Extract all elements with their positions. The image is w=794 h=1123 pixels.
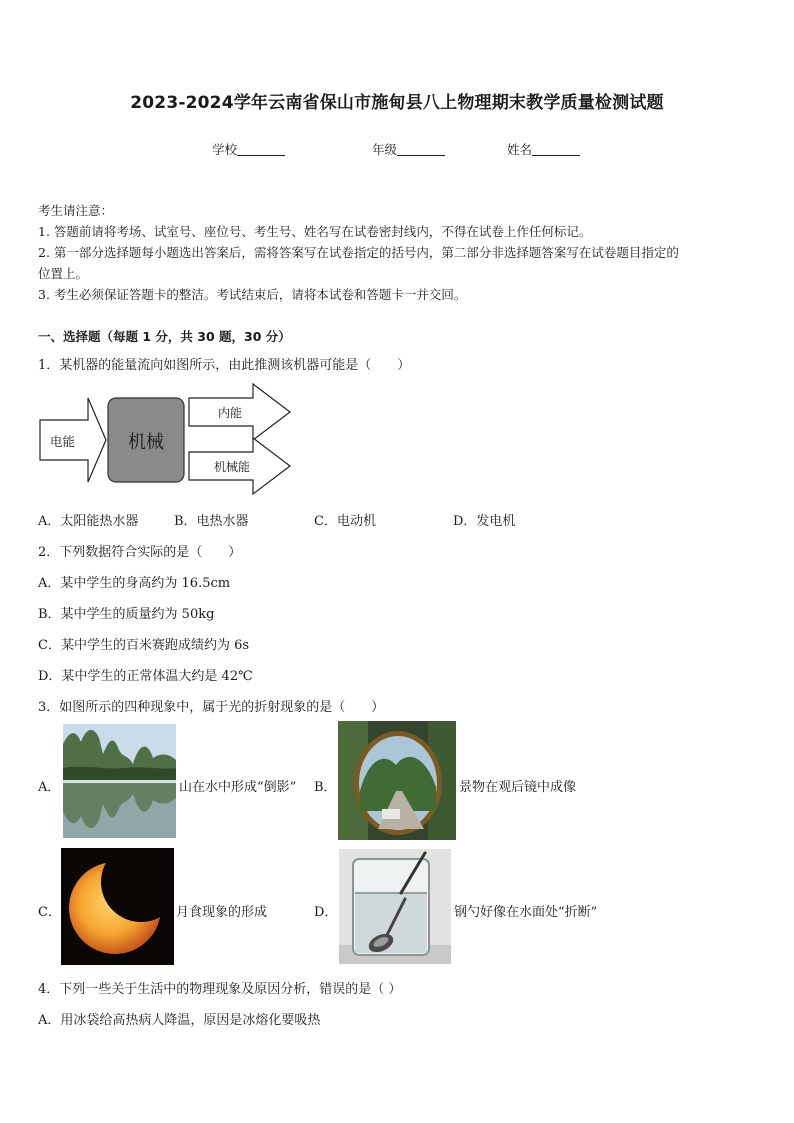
name-blank[interactable] (532, 143, 580, 156)
q1-option-c[interactable]: C．电动机 (314, 514, 376, 529)
q3-option-a-text[interactable]: 山在水中形成“倒影” (179, 780, 297, 795)
section-heading: 一、选择题（每题 1 分，共 30 题，30 分） (38, 329, 291, 344)
name-field (507, 140, 580, 158)
diagram-input-label: 电能 (50, 434, 76, 449)
q3-option-b-letter[interactable]: B． (314, 780, 337, 795)
mountain-reflection-image (63, 724, 176, 838)
q1-option-b[interactable]: B．电热水器 (174, 514, 249, 529)
diagram-output-2: 机械能 (214, 460, 251, 474)
notice-heading: 考生请注意： (38, 203, 114, 218)
q2-option-d[interactable]: D．某中学生的正常体温大约是 42℃ (38, 669, 253, 684)
q3-option-c-text[interactable]: 月食现象的形成 (176, 905, 268, 920)
school-field (212, 140, 285, 158)
notice-item: 2. 第一部分选择题每小题选出答案后，需将答案写在试卷指定的括号内，第二部分非选择题答案写在试卷题目指定的 (38, 245, 679, 260)
q3-option-c-letter[interactable]: C． (38, 905, 61, 920)
grade-blank[interactable] (397, 143, 445, 156)
grade-label: 年级 (372, 142, 398, 157)
q3-option-a-letter[interactable]: A． (38, 780, 61, 795)
diagram-output-1: 内能 (218, 406, 243, 420)
q3-option-d-text[interactable]: 钢勺好像在水面处“折断” (454, 905, 598, 920)
q1-option-d[interactable]: D．发电机 (453, 514, 516, 529)
q2-option-a[interactable]: A．某中学生的身高约为 16.5cm (38, 576, 231, 591)
exam-title: 2023-2024学年云南省保山市施甸县八上物理期末教学质量检测试题 (130, 93, 664, 113)
school-blank[interactable] (237, 143, 285, 156)
rearview-mirror-image (338, 721, 456, 840)
energy-flow-diagram (38, 382, 298, 498)
school-label: 学校 (212, 142, 238, 157)
spoon-in-glass-image (339, 849, 451, 964)
eclipse-image (61, 848, 174, 965)
q2-stem: 2．下列数据符合实际的是（ ） (38, 545, 242, 560)
q2-option-c[interactable]: C．某中学生的百米赛跑成绩约为 6s (38, 638, 250, 653)
q1-stem: 1．某机器的能量流向如图所示，由此推测该机器可能是（ ） (38, 358, 411, 373)
diagram-machine-label: 机械 (128, 432, 164, 453)
q4-option-a[interactable]: A．用冰袋给高热病人降温，原因是冰熔化要吸热 (38, 1013, 321, 1028)
grade-field (372, 140, 445, 158)
name-label: 姓名 (507, 142, 533, 157)
q4-stem: 4．下列一些关于生活中的物理现象及原因分析，错误的是（ ） (38, 982, 402, 997)
q3-stem: 3．如图所示的四种现象中，属于光的折射现象的是（ ） (38, 700, 385, 715)
notice-item: 3. 考生必须保证答题卡的整洁。考试结束后，请将本试卷和答题卡一并交回。 (38, 287, 467, 302)
q3-option-d-letter[interactable]: D． (314, 905, 338, 920)
notice-item: 位置上。 (38, 266, 89, 281)
notice-item: 1. 答题前请将考场、试室号、座位号、考生号、姓名写在试卷密封线内，不得在试卷上作任何标记。 (38, 224, 592, 239)
q2-option-b[interactable]: B．某中学生的质量约为 50kg (38, 607, 215, 622)
q3-option-b-text[interactable]: 景物在观后镜中成像 (459, 780, 577, 795)
q1-option-a[interactable]: A．太阳能热水器 (38, 514, 139, 529)
